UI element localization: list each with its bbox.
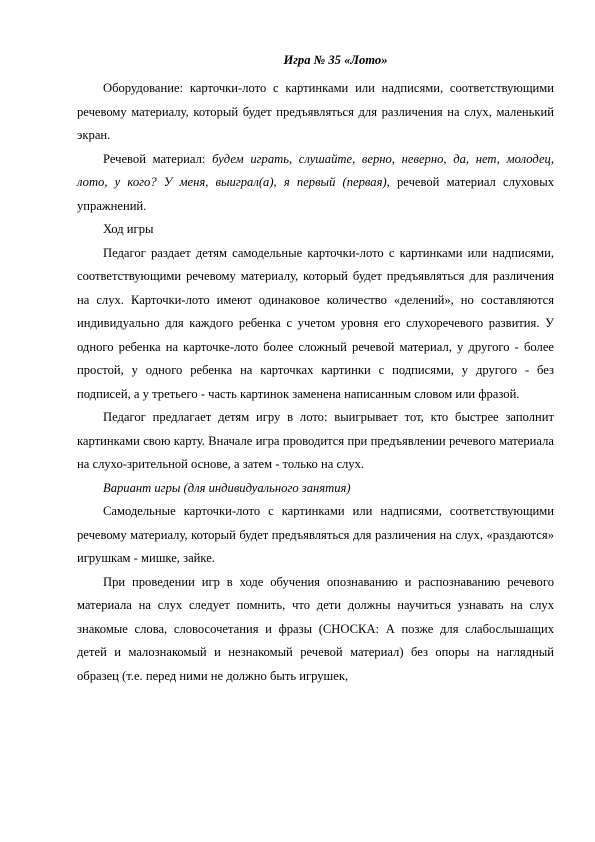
game-variant-heading: Вариант игры (для индивидуального занятия) [103, 480, 351, 495]
speech-material-phrases: будем играть, слушайте, верно, неверно, да, нет, молодец, лото, у кого? У меня, выиграл(а), я первый (первая), [77, 151, 554, 189]
game-description-paragraph: Педагог раздает детям самодельные карточки-лото с картинками или надписями, соответствующими речевому материалу, который будет предъявляться для различения на слух. Карточки-лото имеют одинаковое количество «делений», но составляются индивидуально для каждого ребенка с учетом уровня его слухоречевого развития. У одного ребенка на карточке-лото более сложный речевой материал, у другого - более простой, у одного ребенка на карточках картинки с подписями, у другого - без подписей, а у третьего - часть картинок заменена написанным словом или фразой. [77, 245, 554, 401]
game-rules-paragraph: Педагог предлагает детям игру в лото: выигрывает тот, кто быстрее заполнит картинками свою карту. Вначале игра проводится при предъявлении речевого материала на слухо-зрительной основе, а затем - только на слух. [77, 410, 554, 471]
speech-material-label: Речевой материал: [103, 151, 213, 166]
game-variant-paragraph: Самодельные карточки-лото с картинками или надписями, соответствующими речевому материалу, который будет предъявляться для различения на слух, «раздаются» игрушкам - мишке, зайке. [77, 504, 554, 565]
page-title: Игра № 35 «Лото» [283, 53, 388, 67]
equipment-paragraph: Оборудование: карточки-лото с картинками или надписями, соответствующими речевому материалу, который будет предъявляться для различения на слух, маленький экран. [77, 81, 554, 142]
guidance-paragraph: При проведении игр в ходе обучения опознаванию и распознаванию речевого материала на слух следует помнить, что дети должны научиться узнавать на слух знакомые слова, словосочетания и фразы (СНОСКА: А позже для слабослышащих детей и малознакомый и незнакомый речевой материал) без опоры на наглядный образец (т.е. перед ними не должно быть игрушек, [77, 574, 554, 683]
speech-material-tail: речевой материал слуховых упражнений. [77, 175, 555, 213]
game-progress-heading: Ход игры [103, 222, 154, 236]
speech-material-paragraph [77, 148, 554, 219]
